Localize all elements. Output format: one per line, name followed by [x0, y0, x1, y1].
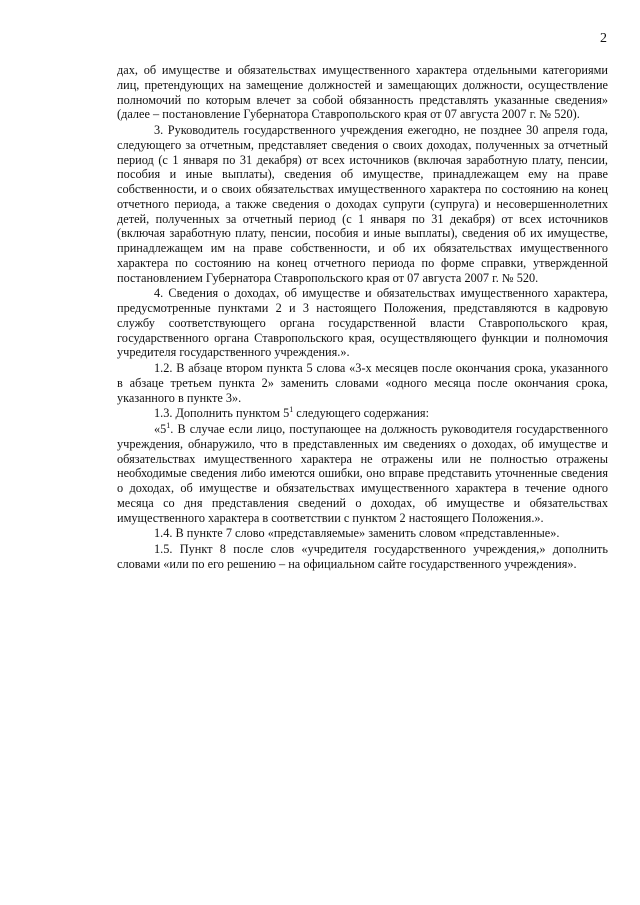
paragraph-amendment-1-5: 1.5. Пункт 8 после слов «учредителя государственного учреждения,» дополнить словами «или по его решению – на официальном сайте государственного учреждения». — [117, 542, 608, 571]
paragraph-text: 1.3. Дополнить пунктом 5 — [154, 406, 290, 421]
paragraph-amendment-1-3 — [117, 406, 608, 421]
paragraph-continuation: дах, об имуществе и обязательствах имущественного характера отдельными категориями лиц, претендующих на замещение должностей и замещающих должности, осуществление полномочий по которым влечет за собой обязанность представлять указанные сведения» (далее – постановление Губернатора Ставропольского края от 07 августа 2007 г. № 520). — [117, 63, 608, 122]
paragraph-text: следующего содержания: — [293, 406, 429, 421]
paragraph-item-3: 3. Руководитель государственного учреждения ежегодно, не позднее 30 апреля года, следующего за отчетным, представляет сведения о своих доходах, полученных за отчетный период (с 1 января по 31 декабря) от всех источников (включая заработную плату, пенсии, пособия и иные выплаты), сведения об имуществе, принадлежащем ему на праве собственности, и о своих обязательствах имущественного характера по состоянию на конец отчетного периода, а также сведения о доходах супруги (супруга) и несовершеннолетних детей, полученных за отчетный период (с 1 января по 31 декабря) от всех источников (включая заработную плату, пенсии, пособия и иные выплаты), сведения об их имуществе, принадлежащем им на праве собственности, и об их обязательствах имущественного характера по состоянию на конец отчетного периода по форме справки, утвержденной постановлением Губернатора Ставропольского края от 07 августа 2007 г. № 520. — [117, 123, 608, 285]
paragraph-text: «5 — [154, 422, 167, 436]
superscript: 1 — [166, 421, 171, 430]
superscript: 1 — [289, 405, 294, 415]
paragraph-text: . В случае если лицо, поступающее на должность руководителя государственного учреждения, обнаружило, что в представленных им сведениях о доходах, об имуществе и обязательствах имущественного характера не отражены или не полностью отражены необходимые сведения либо имеются ошибки, оно вправе представить уточненные сведения о доходах, об имуществе и обязательствах имущественного характера в течение одного месяца со дня представления сведений о доходах, об имуществе и обязательствах имущественного характера в соответствии с пунктом 2 настоящего Положения.». — [117, 422, 608, 525]
page-number: 2 — [600, 31, 607, 46]
paragraph-amendment-1-2: 1.2. В абзаце втором пункта 5 слова «3-х месяцев после окончания срока, указанного в абзаце третьем пункта 2» заменить словами «одного месяца после окончания срока, указанного в пункте 3». — [117, 361, 608, 405]
paragraph-item-5-1 — [117, 422, 608, 525]
paragraph-amendment-1-4: 1.4. В пункте 7 слово «представляемые» заменить словом «представленные». — [154, 526, 560, 541]
document-body — [117, 63, 608, 572]
paragraph-item-4: 4. Сведения о доходах, об имуществе и обязательствах имущественного характера, предусмотренные пунктами 2 и 3 настоящего Положения, представляются в кадровую службу соответствующего органа государственной власти Ставропольского края, государственного органа Ставропольского края, осуществляющего функции и полномочия учредителя государственного учреждения.». — [117, 286, 608, 360]
